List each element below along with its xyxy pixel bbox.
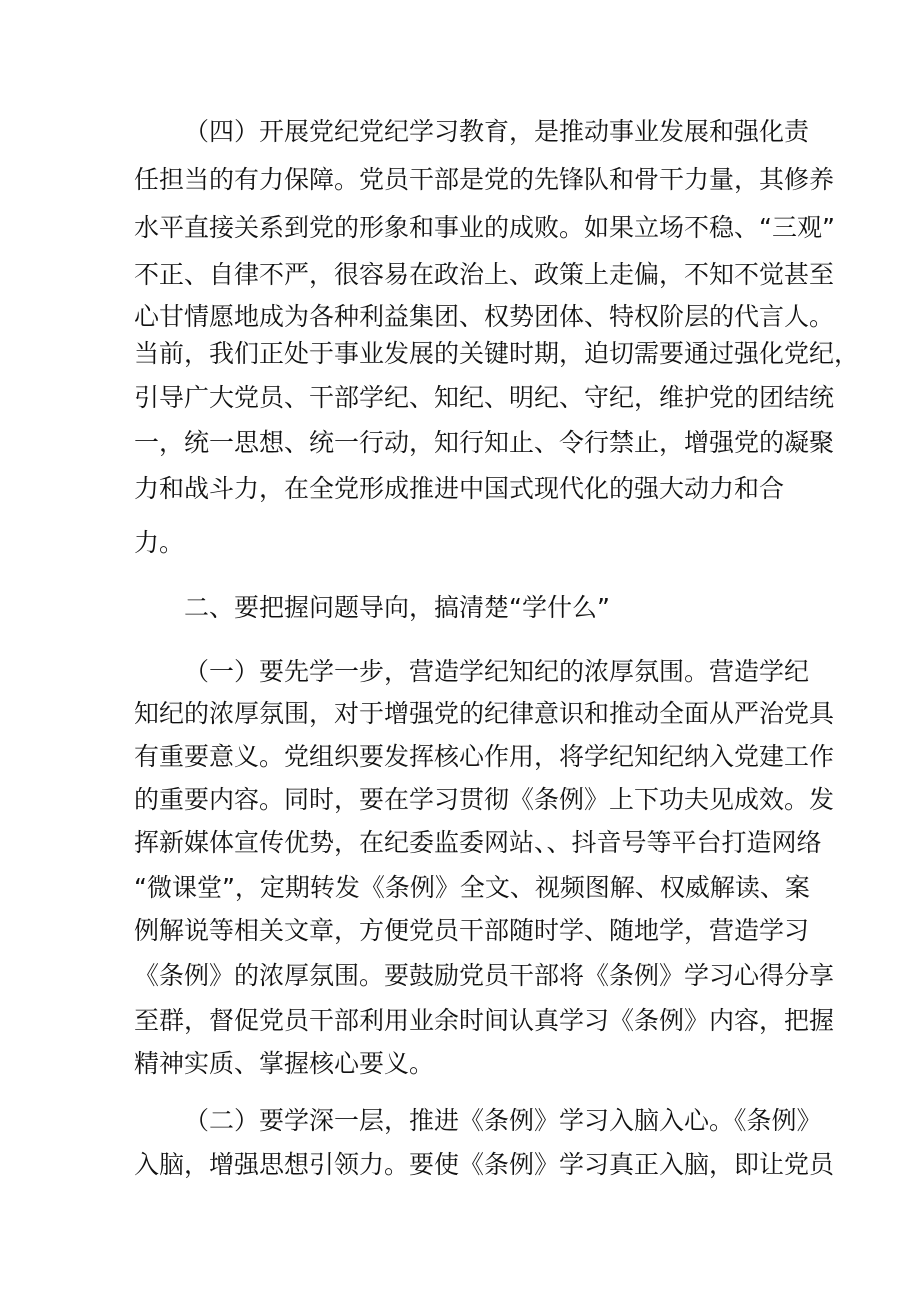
- paragraph-line: 精神实质、掌握核心要义。: [134, 1049, 435, 1078]
- paragraph-line: 引导广大党员、干部学纪、知纪、明纪、守纪，维护党的团结统: [134, 383, 835, 412]
- paragraph-line: （一）要先学一步，营造学纪知纪的浓厚氛围。营造学纪: [184, 657, 810, 686]
- paragraph-line: 力和战斗力，在全党形成推进中国式现代化的强大动力和合: [134, 474, 785, 503]
- paragraph-line: 水平直接关系到党的形象和事业的成败。如果立场不稳、“三观”: [134, 213, 835, 242]
- paragraph-line: 一，统一思想、统一行动，知行知止、令行禁止，增强党的凝聚: [134, 428, 835, 457]
- paragraph-line: “微课堂”，定期转发《条例》全文、视频图解、权威解读、案: [134, 873, 810, 902]
- paragraph-line: 知纪的浓厚氛围，对于增强党的纪律意识和推动全面从严治党具: [134, 699, 835, 728]
- paragraph-line: 当前，我们正处于事业发展的关键时期，迫切需要通过强化党纪，: [134, 339, 860, 368]
- paragraph-line: 《条例》的浓厚氛围。要鼓励党员干部将《条例》学习心得分享: [134, 961, 835, 990]
- paragraph-line: 心甘情愿地成为各种利益集团、权势团体、特权阶层的代言人。: [134, 302, 835, 331]
- paragraph-line: 不正、自律不严，很容易在政治上、政策上走偏，不知不觉甚至: [134, 260, 835, 289]
- paragraph-line: 挥新媒体宣传优势，在纪委监委网站、、抖音号等平台打造网络: [134, 828, 822, 857]
- section-heading: 二、要把握问题导向，搞清楚“学什么”: [184, 593, 610, 622]
- paragraph-line: 的重要内容。同时，要在学习贯彻《条例》上下功夫见成效。发: [134, 785, 835, 814]
- paragraph-line: （二）要学深一层，推进《条例》学习入脑入心。《条例》: [184, 1106, 822, 1135]
- paragraph-line: 例解说等相关文章，方便党员干部随时学、随地学，营造学习: [134, 916, 810, 945]
- paragraph-line: 任担当的有力保障。党员干部是党的先锋队和骨干力量，其修养: [134, 165, 835, 194]
- paragraph-line: 有重要意义。党组织要发挥核心作用，将学纪知纪纳入党建工作: [134, 742, 835, 771]
- paragraph-line: （四）开展党纪党纪学习教育，是推动事业发展和强化责: [184, 117, 810, 146]
- paragraph-line: 至群，督促党员干部利用业余时间认真学习《条例》内容，把握: [134, 1006, 835, 1035]
- paragraph-line: 入脑，增强思想引领力。要使《条例》学习真正入脑，即让党员: [134, 1150, 835, 1179]
- paragraph-line: 力。: [134, 528, 185, 557]
